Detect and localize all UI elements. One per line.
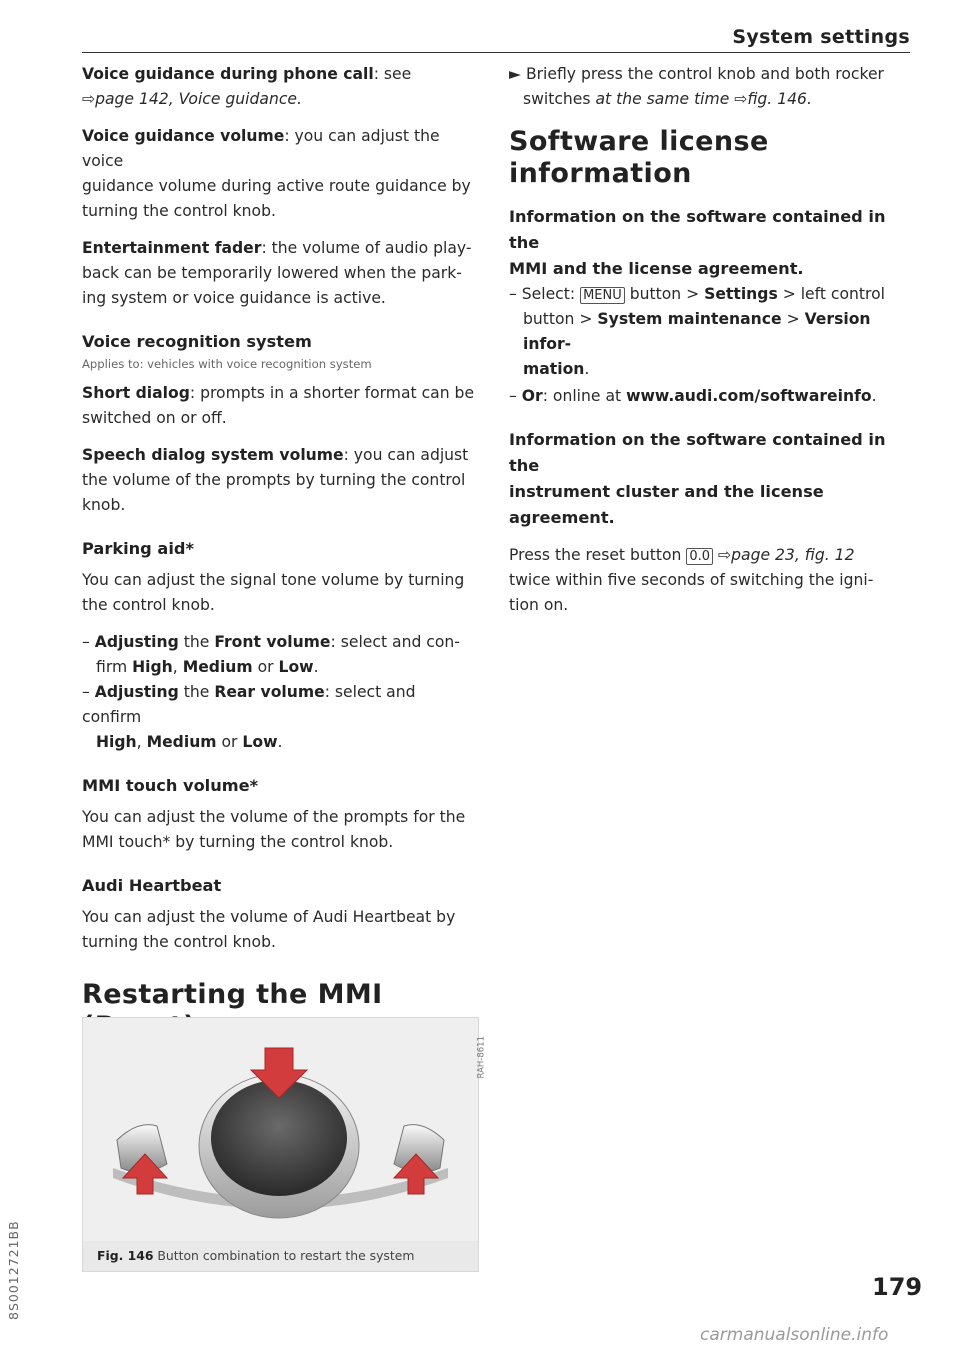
list-item-rear-volume: – Adjusting the Rear volume: select and confirm: [82, 683, 416, 726]
heading-line: Restarting the MMI: [82, 979, 383, 1010]
cross-reference[interactable]: ⇨page 142, Voice guidance.: [82, 90, 302, 108]
paragraph-line: the control knob.: [82, 596, 215, 614]
heading-line: Software license: [509, 126, 769, 157]
figure-code: RAH-8611: [476, 1036, 486, 1079]
paragraph: Short dialog: prompts in a shorter format can be: [82, 384, 475, 402]
paragraph-line: guidance volume during active route guidance by: [82, 177, 471, 195]
paragraph-line: tion on.: [509, 596, 569, 614]
right-column: [509, 62, 909, 618]
list-item-continuation: button > System maintenance > Version infor-: [523, 310, 871, 353]
figure-146: [82, 1017, 486, 1272]
paragraph: Voice guidance during phone call: see: [82, 65, 412, 83]
list-item-continuation: mation.: [523, 360, 590, 378]
page-header: [82, 24, 910, 53]
paragraph: Speech dialog system volume: you can adjust: [82, 446, 469, 464]
paragraph-line: You can adjust the volume of the prompts for the: [82, 808, 466, 826]
subheading-line: MMI and the license agreement.: [509, 259, 804, 278]
paragraph-line: MMI touch* by turning the control knob.: [82, 833, 394, 851]
subheading-line: Information on the software contained in the: [509, 430, 886, 475]
cross-reference[interactable]: ⇨page 23, fig. 12: [718, 546, 855, 564]
paragraph-line: turning the control knob.: [82, 933, 276, 951]
paragraph: Voice guidance volume: you can adjust the voice: [82, 127, 440, 170]
applies-note: Applies to: vehicles with voice recognition system: [82, 357, 372, 371]
subheading-line: instrument cluster and the license agreement.: [509, 482, 824, 527]
menu-key: MENU: [580, 287, 625, 304]
subheading-software-instrument-cluster: [509, 427, 909, 531]
list-item-continuation: High, Medium or Low.: [96, 733, 283, 751]
paragraph-line: switched on or off.: [82, 409, 227, 427]
paragraph-line: turning the control knob.: [82, 202, 276, 220]
action-step: ► Briefly press the control knob and both rocker: [509, 65, 884, 83]
paragraph: Entertainment fader: the volume of audio play-: [82, 239, 472, 257]
reset-key: 0.0: [686, 548, 713, 565]
paragraph-line: knob.: [82, 496, 126, 514]
figure-caption: Fig. 146 Button combination to restart the system: [83, 1241, 478, 1271]
subheading-mmi-touch-volume: MMI touch volume*: [82, 776, 259, 795]
paragraph-line: back can be temporarily lowered when the park-: [82, 264, 462, 282]
page-number: 179: [872, 1273, 923, 1301]
document-code: 8S0012721BB: [6, 1220, 21, 1320]
watermark: carmanualsonline.info: [700, 1325, 889, 1345]
control-knob-illustration: [83, 1018, 478, 1241]
paragraph-line: You can adjust the volume of Audi Heartbeat by: [82, 908, 456, 926]
left-column: [82, 62, 476, 1057]
list-item-continuation: firm High, Medium or Low.: [96, 658, 319, 676]
list-item-select: – Select: MENU button > Settings > left control: [509, 285, 885, 303]
paragraph-line: twice within five seconds of switching the igni-: [509, 571, 874, 589]
subheading-software-mmi: [509, 204, 909, 282]
paragraph: Press the reset button 0.0 ⇨page 23, fig. 12: [509, 546, 855, 564]
software-info-link[interactable]: www.audi.com/softwareinfo: [626, 387, 872, 405]
paragraph-line: ing system or voice guidance is active.: [82, 289, 386, 307]
section-title: System settings: [732, 26, 910, 48]
subheading-voice-recognition: Voice recognition system: [82, 332, 312, 351]
subheading-parking-aid: Parking aid*: [82, 539, 194, 558]
list-item-front-volume: – Adjusting the Front volume: select and con-: [82, 633, 460, 651]
paragraph-line: You can adjust the signal tone volume by turning: [82, 571, 465, 589]
subheading-audi-heartbeat: Audi Heartbeat: [82, 876, 222, 895]
list-item-online: – Or: online at www.audi.com/softwareinfo.: [509, 387, 877, 405]
action-step-continuation: switches at the same time ⇨fig. 146.: [523, 90, 812, 108]
heading-line: information: [509, 158, 692, 189]
subheading-line: Information on the software contained in the: [509, 207, 886, 252]
paragraph-line: the volume of the prompts by turning the control: [82, 471, 466, 489]
heading-software-license: [509, 126, 909, 190]
